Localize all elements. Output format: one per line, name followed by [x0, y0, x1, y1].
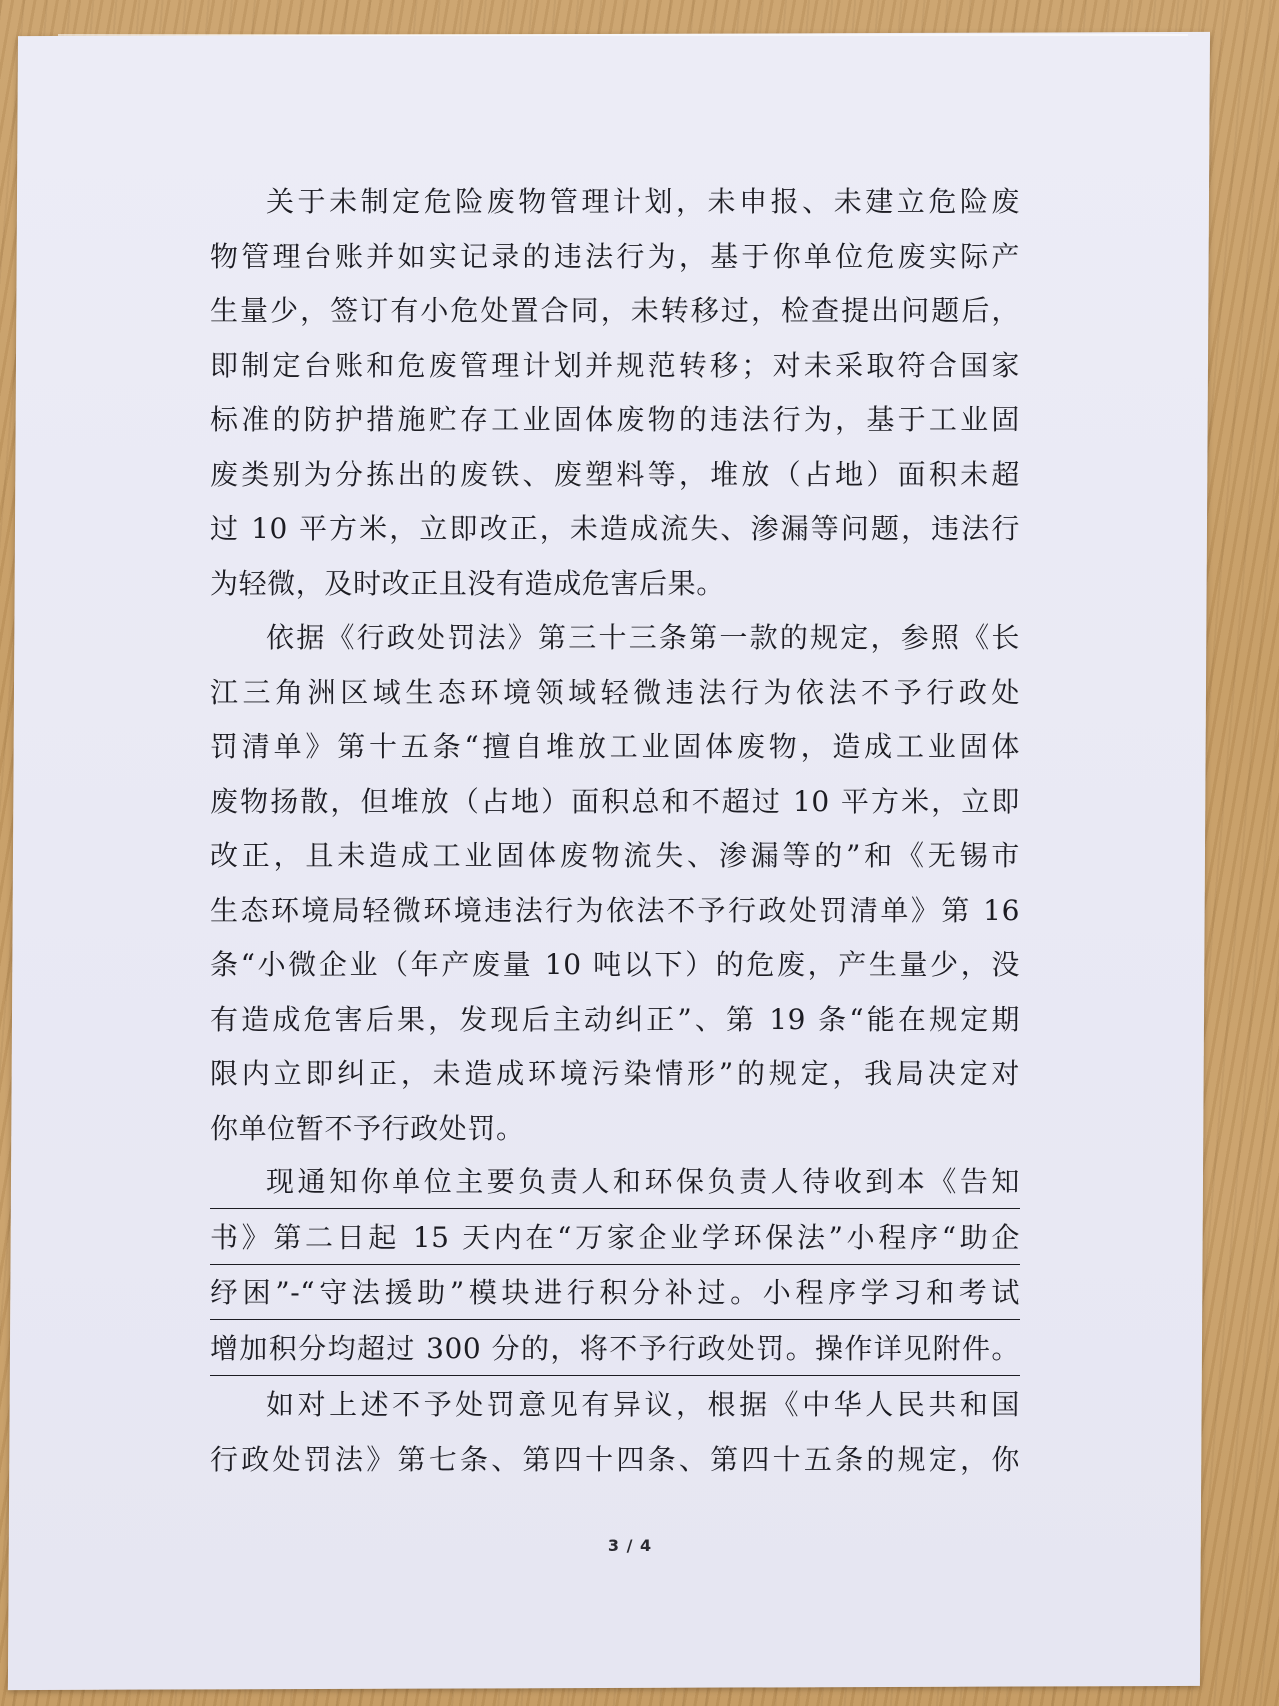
text-line: 增加积分均超过 300 分的，将不予行政处罚。操作详见附件。 [210, 1323, 1020, 1376]
text-line: 物管理台账并如实记录的违法行为，基于你单位危废实际产 [210, 239, 1020, 273]
text-line: 有造成危害后果，发现后主动纠正”、第 19 条“能在规定期 [210, 1002, 1020, 1036]
text-line: 为轻微，及时改正且没有造成危害后果。 [210, 566, 725, 600]
paragraph-4 [210, 1378, 1020, 1487]
page-number: 3 / 4 [607, 1536, 653, 1555]
paper-edge [58, 34, 1188, 36]
text-line: 行政处罚法》第七条、第四十四条、第四十五条的规定，你 [210, 1442, 1020, 1476]
text-line: 标准的防护措施贮存工业固体废物的违法行为，基于工业固 [210, 403, 1020, 436]
text-line: 限内立即纠正，未造成环境污染情形”的规定，我局决定对 [210, 1057, 1020, 1090]
text-line: 废物扬散，但堆放（占地）面积总和不超过 10 平方米，立即 [210, 784, 1020, 818]
paragraph-1 [210, 175, 1020, 611]
text-line: 条“小微企业（年产废量 10 吨以下）的危废，产生量少，没 [210, 948, 1020, 981]
text-line: 现通知你单位主要负责人和环保负责人待收到本《告知 [210, 1156, 1020, 1209]
paragraph-3-underlined [210, 1156, 1020, 1376]
text-line: 关于未制定危险废物管理计划，未申报、未建立危险废 [266, 185, 1020, 218]
text-line: 罚清单》第十五条“擅自堆放工业固体废物，造成工业固体 [210, 730, 1020, 763]
text-line: 你单位暂不予行政处罚。 [210, 1111, 525, 1145]
text-line: 即制定台账和危废管理计划并规范转移；对未采取符合国家 [210, 348, 1020, 382]
document-body [210, 175, 1020, 1487]
paragraph-2 [210, 611, 1020, 1156]
text-line: 生态环境局轻微环境违法行为依法不予行政处罚清单》第 16 [210, 893, 1020, 927]
text-line: 过 10 平方米，立即改正，未造成流失、渗漏等问题，违法行 [210, 512, 1020, 545]
text-line: 废类别为分拣出的废铁、废塑料等，堆放（占地）面积未超 [210, 457, 1020, 491]
text-line: 江三角洲区域生态环境领域轻微违法行为依法不予行政处 [210, 675, 1020, 709]
text-line: 纾困”-“守法援助”模块进行积分补过。小程序学习和考试 [210, 1267, 1020, 1320]
text-line: 改正，且未造成工业固体废物流失、渗漏等的”和《无锡市 [210, 839, 1020, 872]
text-line: 书》第二日起 15 天内在“万家企业学环保法”小程序“助企 [210, 1212, 1020, 1265]
text-line: 如对上述不予处罚意见有异议，根据《中华人民共和国 [266, 1388, 1020, 1421]
text-line: 生量少，签订有小危处置合同，未转移过，检查提出问题后， [210, 294, 1020, 327]
text-line: 依据《行政处罚法》第三十三条第一款的规定，参照《长 [266, 621, 1020, 654]
